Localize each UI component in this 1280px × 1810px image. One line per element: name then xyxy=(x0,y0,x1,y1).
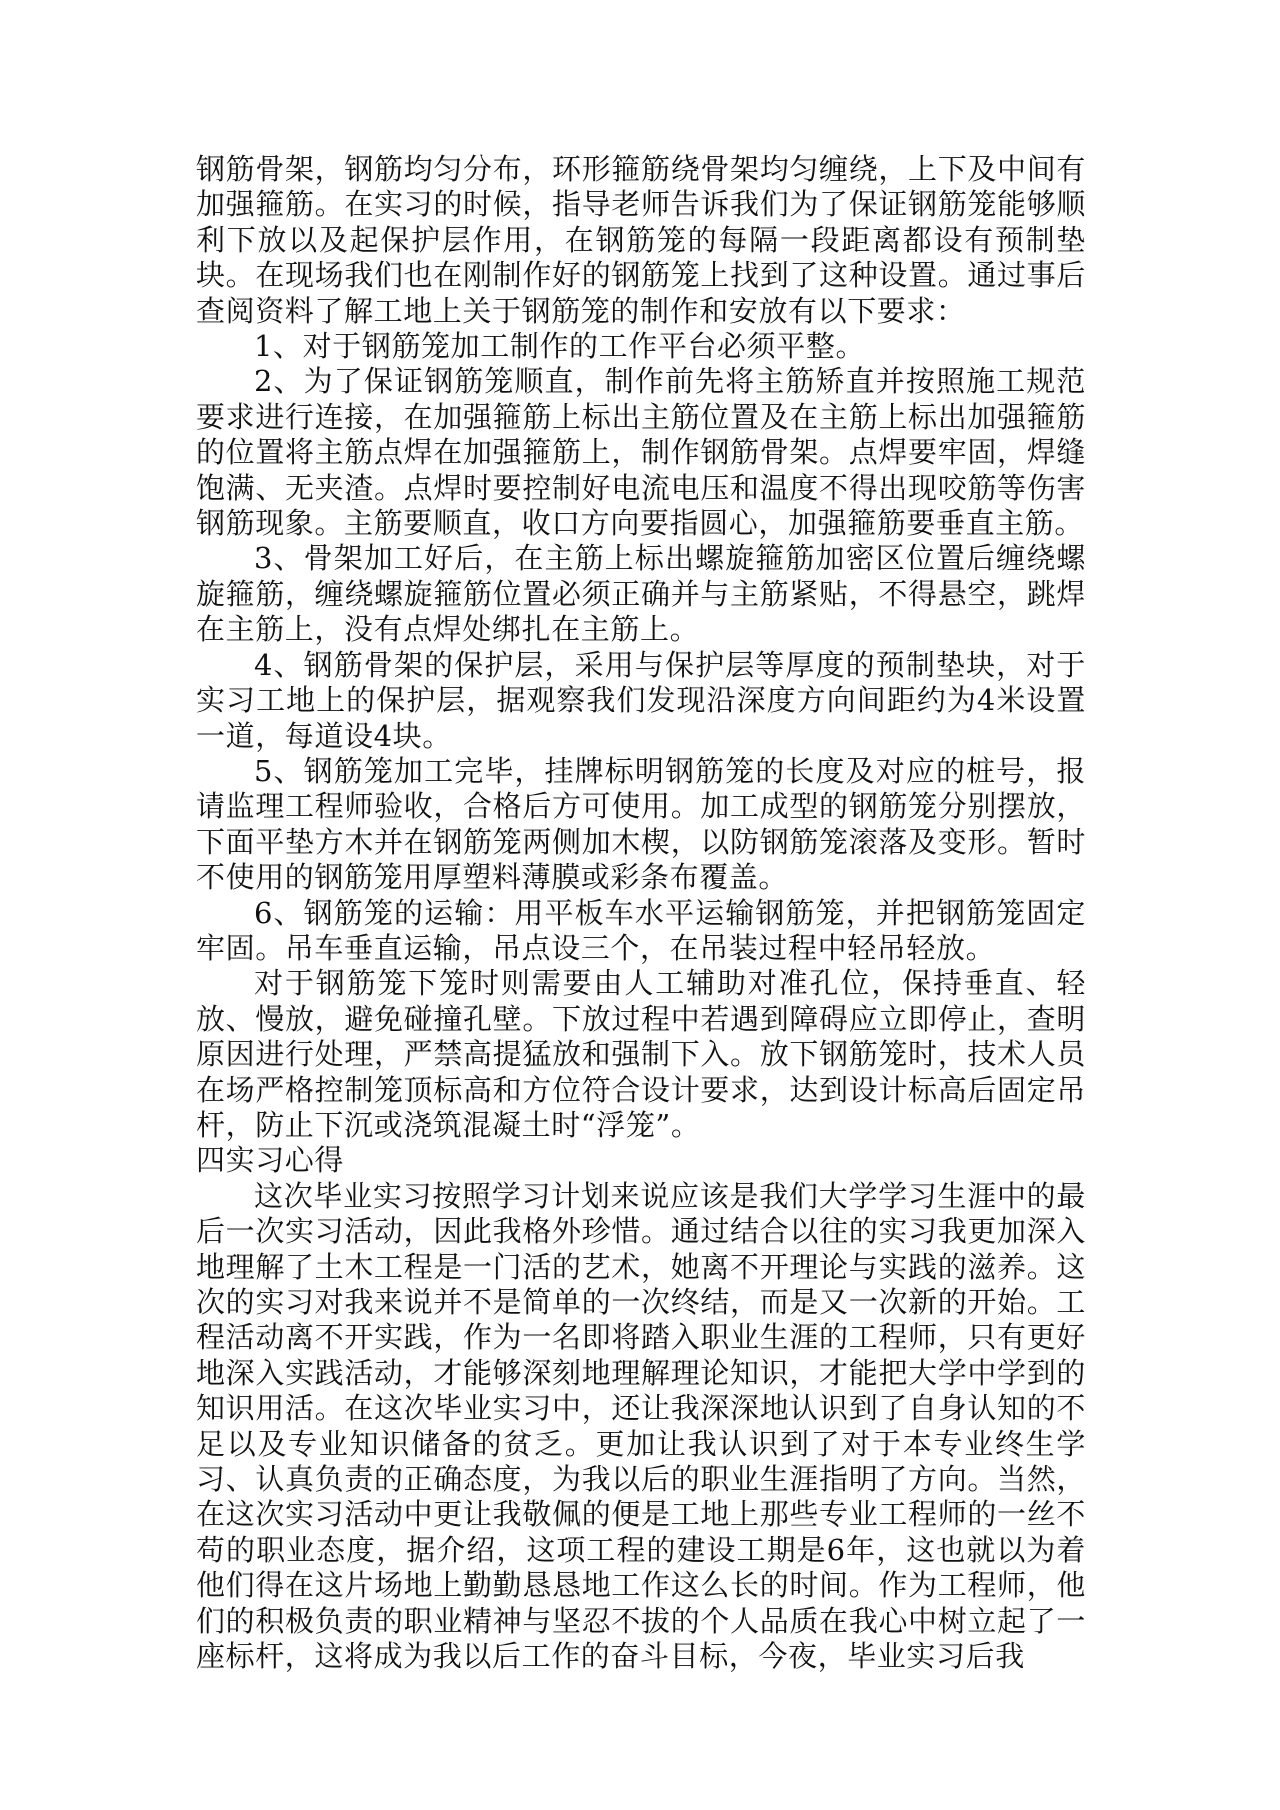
requirement-item-6: 6、钢筋笼的运输：用平板车水平运输钢筋笼，并把钢筋笼固定牢固。吊车垂直运输，吊点设三个，在吊装过程中轻吊轻放。 xyxy=(196,895,1086,965)
document-body xyxy=(196,152,1086,1674)
requirement-item-2: 2、为了保证钢筋笼顺直，制作前先将主筋矫直并按照施工规范要求进行连接，在加强箍筋上标出主筋位置及在主筋上标出加强箍筋的位置将主筋点焊在加强箍筋上，制作钢筋骨架。点焊要牢固，焊缝饱满、无夹渣。点焊时要控制好电流电压和温度不得出现咬筋等伤害钢筋现象。主筋要顺直，收口方向要指圆心，加强箍筋要垂直主筋。 xyxy=(196,364,1086,541)
requirement-item-3: 3、骨架加工好后，在主筋上标出螺旋箍筋加密区位置后缠绕螺旋箍筋，缠绕螺旋箍筋位置必须正确并与主筋紧贴，不得悬空，跳焊在主筋上，没有点焊处绑扎在主筋上。 xyxy=(196,541,1086,647)
paragraph-internship-reflection: 这次毕业实习按照学习计划来说应该是我们大学学习生涯中的最后一次实习活动，因此我格外珍惜。通过结合以往的实习我更加深入地理解了土木工程是一门活的艺术，她离不开理论与实践的滋养。这次的实习对我来说并不是简单的一次终结，而是又一次新的开始。工程活动离不开实践，作为一名即将踏入职业生涯的工程师，只有更好地深入实践活动，才能够深刻地理解理论知识，才能把大学中学到的知识用活。在这次毕业实习中，还让我深深地认识到了自身认知的不足以及专业知识储备的贫乏。更加让我认识到了对于本专业终生学习、认真负责的正确态度，为我以后的职业生涯指明了方向。当然，在这次实习活动中更让我敬佩的便是工地上那些专业工程师的一丝不苟的职业态度，据介绍，这项工程的建设工期是6年，这也就以为着他们得在这片场地上勤勤恳恳地工作这么长的时间。作为工程师，他们的积极负责的职业精神与坚忍不拔的个人品质在我心中树立起了一座标杆，这将成为我以后工作的奋斗目标，今夜，毕业实习后我 xyxy=(196,1178,1086,1674)
section-heading-internship-reflection: 四实习心得 xyxy=(196,1143,345,1178)
paragraph-cage-lowering: 对于钢筋笼下笼时则需要由人工辅助对准孔位，保持垂直、轻放、慢放，避免碰撞孔壁。下放过程中若遇到障碍应立即停止，查明原因进行处理，严禁高提猛放和强制下入。放下钢筋笼时，技术人员在场严格控制笼顶标高和方位符合设计要求，达到设计标高后固定吊杆，防止下沉或浇筑混凝土时“浮笼”。 xyxy=(196,966,1086,1142)
requirement-item-4: 4、钢筋骨架的保护层，采用与保护层等厚度的预制垫块，对于实习工地上的保护层，据观察我们发现沿深度方向间距约为4米设置一道，每道设4块。 xyxy=(196,647,1086,753)
paragraph-rebar-cage-intro: 钢筋骨架，钢筋均匀分布，环形箍筋绕骨架均匀缠绕，上下及中间有加强箍筋。在实习的时候，指导老师告诉我们为了保证钢筋笼能够顺利下放以及起保护层作用，在钢筋笼的每隔一段距离都设有预制垫块。在现场我们也在刚制作好的钢筋笼上找到了这种设置。通过事后查阅资料了解工地上关于钢筋笼的制作和安放有以下要求： xyxy=(196,152,1086,328)
requirement-item-5: 5、钢筋笼加工完毕，挂牌标明钢筋笼的长度及对应的桩号，报请监理工程师验收，合格后方可使用。加工成型的钢筋笼分别摆放，下面平垫方木并在钢筋笼两侧加木楔，以防钢筋笼滚落及变形。暂时不使用的钢筋笼用厚塑料薄膜或彩条布覆盖。 xyxy=(196,753,1086,895)
requirement-item-1: 1、对于钢筋笼加工制作的工作平台必须平整。 xyxy=(254,329,866,364)
